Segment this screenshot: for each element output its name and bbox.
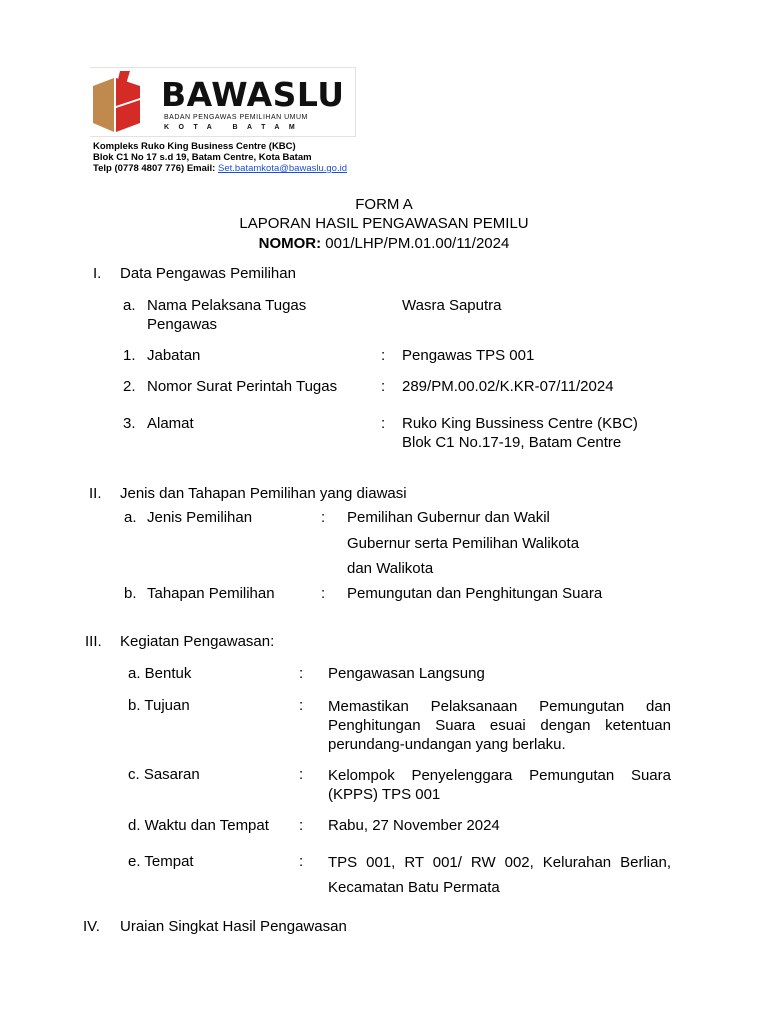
section-4-heading: Uraian Singkat Hasil Pengawasan (120, 918, 347, 935)
section-1-heading: Data Pengawas Pemilihan (120, 265, 296, 282)
org-name: BAWASLU (161, 75, 345, 114)
s1-row-3-value-cont: Blok C1 No.17-19, Batam Centre (402, 434, 622, 451)
section-3-heading: Kegiatan Pengawasan: (120, 633, 275, 650)
report-number (0, 235, 768, 252)
s2-row-a-label: Jenis Pemilihan (147, 509, 253, 526)
s3-row-a-value: Pengawasan Langsung (328, 665, 485, 682)
s2-row-b-value: Pemungutan dan Penghitungan Suara (347, 585, 603, 602)
section-2-heading: Jenis dan Tahapan Pemilihan yang diawasi (120, 485, 407, 502)
report-title: LAPORAN HASIL PENGAWASAN PEMILU (239, 215, 529, 232)
s1-row-2-colon: : (381, 378, 386, 395)
s3-row-c-value: Kelompok Penyelenggara Pemungutan Suara (KPPS) TPS 001 (328, 767, 671, 803)
s1-row-2-label: Nomor Surat Perintah Tugas (147, 378, 338, 395)
letterhead (90, 67, 356, 137)
s3-row-d-label: d. Waktu dan Tempat (128, 817, 269, 834)
s3-row-e-value: TPS 001, RT 001/ RW 002, Kelurahan Berlian, (328, 854, 671, 871)
s3-row-d-value: Rabu, 27 November 2024 (328, 817, 500, 834)
s1-row-3-marker: 3. (123, 415, 136, 432)
org-city: KOTA BATAM (164, 124, 305, 131)
s2-row-a-marker: a. (124, 509, 137, 526)
section-4-numeral: IV. (83, 918, 100, 935)
section-2-numeral: II. (89, 485, 102, 502)
org-subtitle: BADAN PENGAWAS PEMILIHAN UMUM (164, 114, 308, 121)
s1-row-1-colon: : (381, 347, 386, 364)
phone-email-label: Telp (0778 4807 776) Email: (93, 163, 218, 174)
contact-line (93, 163, 347, 174)
bawaslu-logo-icon (90, 68, 154, 136)
s1-row-2-marker: 2. (123, 378, 136, 395)
s2-row-b-marker: b. (124, 585, 137, 602)
s1-row-1-label: Jabatan (147, 347, 201, 364)
section-3-numeral: III. (85, 633, 102, 650)
number-label: NOMOR: (258, 235, 322, 252)
s1-row-1-value: Pengawas TPS 001 (402, 347, 535, 364)
section-1-numeral: I. (93, 265, 102, 282)
s3-row-e-colon: : (299, 853, 304, 870)
s1-row-a-label-cont: Pengawas (147, 316, 218, 333)
number-value: 001/LHP/PM.01.00/11/2024 (321, 235, 510, 252)
s3-row-b-colon: : (299, 697, 304, 714)
s3-row-c-label: c. Sasaran (128, 766, 200, 783)
s3-row-b-label: b. Tujuan (128, 697, 190, 714)
address-line-2: Blok C1 No 17 s.d 19, Batam Centre, Kota Batam (93, 152, 312, 163)
s2-row-a-value: Pemilihan Gubernur dan Wakil (347, 509, 550, 526)
s3-row-b-value: Memastikan Pelaksanaan Pemungutan dan Penghitungan Suara esuai dengan ketentuan perundang-undangan yang berlaku. (328, 698, 671, 753)
s1-row-a-value: Wasra Saputra (402, 297, 502, 314)
s1-row-3-value: Ruko King Bussiness Centre (KBC) (402, 415, 638, 432)
s3-row-a-label: a. Bentuk (128, 665, 192, 682)
address-line-1: Kompleks Ruko King Business Centre (KBC) (93, 141, 296, 152)
email-link[interactable]: Set.batamkota@bawaslu.go.id (217, 163, 347, 174)
s2-row-a-value-cont-1: Gubernur serta Pemilihan Walikota (347, 535, 580, 552)
s3-row-e-value-cont: Kecamatan Batu Permata (328, 879, 500, 896)
s3-row-d-colon: : (299, 817, 304, 834)
s3-row-e-label: e. Tempat (128, 853, 194, 870)
s1-row-1-marker: 1. (123, 347, 136, 364)
s1-row-2-value: 289/PM.00.02/K.KR-07/11/2024 (402, 378, 614, 395)
s1-row-a-label: Nama Pelaksana Tugas (147, 297, 307, 314)
s2-row-a-value-cont-2: dan Walikota (347, 560, 434, 577)
s2-row-b-label: Tahapan Pemilihan (147, 585, 275, 602)
s2-row-a-colon: : (321, 509, 326, 526)
s3-row-c-colon: : (299, 766, 304, 783)
s2-row-b-colon: : (321, 585, 326, 602)
s1-row-a-marker: a. (123, 297, 136, 314)
form-title: FORM A (355, 196, 413, 213)
s3-row-a-colon: : (299, 665, 304, 682)
s1-row-3-colon: : (381, 415, 386, 432)
s1-row-3-label: Alamat (147, 415, 194, 432)
